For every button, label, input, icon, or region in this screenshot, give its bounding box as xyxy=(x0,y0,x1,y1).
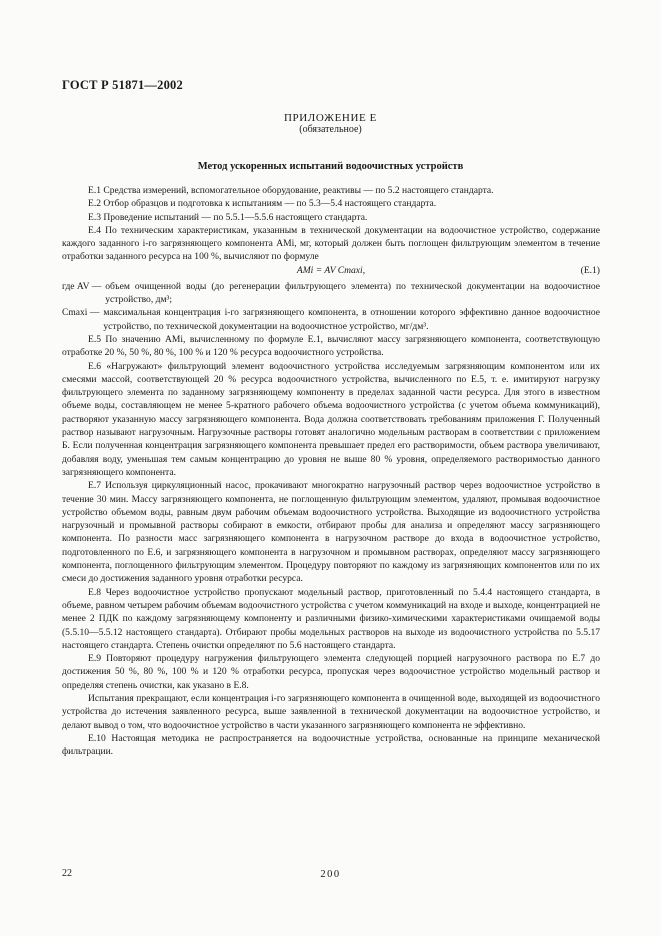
paragraph-e6: Е.6 «Нагружают» фильтрующий элемент водоочистного устройства исследуемым загрязняющим компонентом или их смесями массой, соответствующей 20 % ресурса водоочистного устройства, вычисленного по Е.5, т. е. имитируют нагрузку фильтрующего элемента по заданному загрязняющему компоненту в пределах заданной части ресурса. Для этого в известном объеме воды, составляющем не менее 5-кратного рабочего объема водоочистного устройства (с учетом объема коммуникаций), растворяют указанную массу загрязняющего компонента. Вода должна соответствовать требованиям приложения Г. Полученный раствор называют нагрузочным. Нагрузочные растворы готовят аналогично модельным растворам в соответствии с приложением Б. Если полученная концентрация загрязняющего компонента превышает предел его растворимости, объем раствора увеличивают, добавляя воду, уменьшая тем самым концентрацию до уровня не выше 80 % уровня, определяемого растворимостью данного загрязняющего компонента. xyxy=(62,360,600,478)
standard-header: ГОСТ Р 51871—2002 xyxy=(62,78,183,92)
page-number-center: 200 xyxy=(320,869,341,880)
document-body xyxy=(62,184,600,758)
paragraph-e4: Е.4 По техническим характеристикам, указанным в технической документации на водоочистное устройство, содержание каждого заданного i-го загрязняющего компонента AMi, мг, который должен быть поглощен фильтрующим элементом в течение отработки заданного ресурса на 100 %, вычисляют по формуле xyxy=(62,224,600,263)
paragraph-stop-criteria: Испытания прекращают, если концентрация i-го загрязняющего компонента в очищенной воде, выходящей из водоочистного устройства до истечения заявленного ресурса, выше заявленной в технической документации на водоочистное устройство, и делают вывод о том, что водоочистное устройство в части указанного загрязняющего компонента не эффективно. xyxy=(62,692,600,731)
appendix-title: ПРИЛОЖЕНИЕ Е xyxy=(284,112,377,124)
paragraph-e1: Е.1 Средства измерений, вспомогательное оборудование, реактивы — по 5.2 настоящего стандарта. xyxy=(88,185,494,196)
paragraph-e9: Е.9 Повторяют процедуру нагружения фильтрующего элемента следующей порцией нагрузочного раствора по Е.7 до достижения 50 %, 80 %, 100 % и 120 % отработки ресурса, пропуская через водоочистное устройство модельный раствор и определяя степень очистки, как указано в Е.8. xyxy=(62,653,600,691)
definition-term: Cmaxi — xyxy=(62,307,100,319)
definition-cmax xyxy=(62,306,600,333)
definition-term: где AV — xyxy=(62,280,102,292)
paragraph-e8: Е.8 Через водоочистное устройство пропускают модельный раствор, приготовленный по 5.4.4 настоящего стандарта, в объеме, равном четырем рабочим объемам водоочистного устройства с учетом коммуникаций на входе и выходе, концентрацией не менее 2 ПДК по каждому загрязняющему компоненту и различными физико-химическими характеристиками очищаемой воды (5.5.10—5.5.12 настоящего стандарта). Отбирают пробы модельных растворов на выходе из водоочистного устройства по 5.5.17 настоящего стандарта. Степень очистки определяют по 5.6 настоящего стандарта. xyxy=(62,586,600,651)
paragraph-e2: Е.2 Отбор образцов и подготовка к испытаниям — по 5.3—5.4 настоящего стандарта. xyxy=(88,198,437,210)
paragraph-e10: Е.10 Настоящая методика не распространяется на водоочистные устройства, основанные на принципе механической фильтрации. xyxy=(62,732,600,758)
paragraph-e5: Е.5 По значению AMi, вычисленному по формуле Е.1, вычисляют массу загрязняющего компонента, соответствующую отработке 20 %, 50 %, 80 %, 100 % и 120 % ресурса водоочистного устройства. xyxy=(62,333,600,359)
paragraph-e7: Е.7 Используя циркуляционный насос, прокачивают многократно нагрузочный раствор через водоочистное устройство в течение 30 мин. Массу загрязняющего компонента, не поглощенную фильтрующим элементом, удаляют, промывая водоочистное устройство объемом воды, равным двум рабочим объемам водоочистного устройства. Выходящие из водоочистного устройства нагрузочный и промывной растворы собирают в емкости, отбирают пробы для анализа и определяют массу загрязняющего компонента. По разности масс загрязняющего компонента в нагрузочном растворе до входа в водоочистное устройство, подготовленного по Е.6, и загрязняющего компонента в нагрузочном и промывном растворах, определяют массу загрязняющего компонента, поглощенного фильтрующим элементом. Процедуру повторяют по каждому из загрязняющих компонентов или по их смеси до достижения заданного уровня отработки ресурса. xyxy=(62,480,600,585)
formula-number: (Е.1) xyxy=(580,264,600,276)
definition-av xyxy=(62,280,600,307)
page-number-left: 22 xyxy=(62,868,72,879)
appendix-subtitle: (обязательное) xyxy=(299,124,362,135)
definition-text: максимальная концентрация i-го загрязняющего компонента, в отношении которого эффективно данное водоочистное устройство, по технической документации на водоочистное устройство, мг/дм³. xyxy=(103,307,600,332)
formula-expression: AMi = AV Cmaxi, xyxy=(296,264,366,276)
method-title: Метод ускоренных испытаний водоочистных устройств xyxy=(197,161,464,172)
definition-text: объем очищенной воды (до регенерации фильтрующего элемента) по технической документации на водоочистное устройство, дм³; xyxy=(105,280,600,306)
formula-e1 xyxy=(62,264,600,280)
paragraph-e3: Е.3 Проведение испытаний — по 5.5.1—5.5.6 настоящего стандарта. xyxy=(88,211,368,223)
